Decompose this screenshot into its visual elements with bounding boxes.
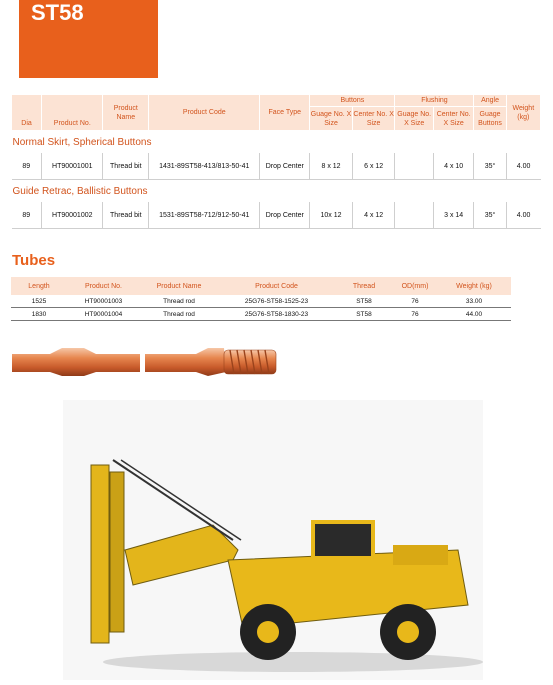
section-heading	[12, 131, 541, 154]
col-product-no: Product No.	[67, 277, 140, 295]
page-title: ST58	[31, 0, 84, 25]
cell-length: 1830	[11, 308, 67, 321]
cell-product-no: HT90001002	[42, 202, 103, 229]
cell-buttons-guage: 10x 12	[310, 202, 353, 229]
cell-product-name: Thread rod	[140, 295, 218, 308]
col-thread: Thread	[335, 277, 393, 295]
cell-product-code: 1531-89ST58-712/912-50-41	[149, 202, 260, 229]
col-product-name: Product Name	[103, 95, 149, 131]
cell-product-no: HT90001001	[42, 153, 103, 180]
group-buttons: Buttons	[310, 95, 395, 107]
spec-header-top	[12, 95, 541, 107]
col-flushing-guage: Guage No. X Size	[395, 107, 433, 131]
col-buttons-center: Center No. X Size	[352, 107, 395, 131]
cell-product-no: HT90001004	[67, 308, 140, 321]
cell-weight: 4.00	[506, 153, 540, 180]
col-product-no: Product No.	[42, 95, 103, 131]
cell-weight: 44.00	[437, 308, 511, 321]
col-flushing-center: Center No. X Size	[433, 107, 474, 131]
cell-flushing-guage	[395, 153, 433, 180]
group-angle: Angle	[474, 95, 506, 107]
cell-product-code: 1431-89ST58-413/813-50-41	[149, 153, 260, 180]
cell-angle: 35°	[474, 153, 506, 180]
drill-rig-image	[63, 400, 483, 680]
col-product-code: Product Code	[218, 277, 335, 295]
table-row	[11, 308, 511, 321]
col-dia: Dia	[12, 95, 42, 131]
col-od: OD(mm)	[393, 277, 437, 295]
cell-product-code: 25G76-ST58-1830-23	[218, 308, 335, 321]
col-weight: Weight (kg)	[506, 95, 540, 131]
cell-dia: 89	[12, 202, 42, 229]
thread-rod-image	[12, 342, 277, 382]
tubes-heading: Tubes	[12, 252, 56, 269]
cell-buttons-center: 6 x 12	[352, 153, 395, 180]
col-buttons-guage: Guage No. X Size	[310, 107, 353, 131]
cell-buttons-center: 4 x 12	[352, 202, 395, 229]
section-heading	[12, 180, 541, 203]
section-title: Guide Retrac, Ballistic Buttons	[12, 185, 148, 197]
cell-flushing-center: 4 x 10	[433, 153, 474, 180]
col-weight: Weight (kg)	[437, 277, 511, 295]
col-length: Length	[11, 277, 67, 295]
section-title: Normal Skirt, Spherical Buttons	[12, 136, 152, 148]
cell-buttons-guage: 8 x 12	[310, 153, 353, 180]
group-flushing: Flushing	[395, 95, 474, 107]
tubes-header-row	[11, 277, 511, 295]
cell-thread: ST58	[335, 295, 393, 308]
cell-flushing-center: 3 x 14	[433, 202, 474, 229]
cell-length: 1525	[11, 295, 67, 308]
tubes-table	[11, 277, 511, 321]
cell-face-type: Drop Center	[260, 153, 310, 180]
cell-dia: 89	[12, 153, 42, 180]
cell-weight: 4.00	[506, 202, 540, 229]
cell-product-code: 25G76-ST58-1525-23	[218, 295, 335, 308]
title-banner	[19, 0, 158, 78]
cell-flushing-guage	[395, 202, 433, 229]
cell-product-name: Thread bit	[103, 153, 149, 180]
cell-weight: 33.00	[437, 295, 511, 308]
cell-product-no: HT90001003	[67, 295, 140, 308]
col-product-code: Product Code	[149, 95, 260, 131]
cell-face-type: Drop Center	[260, 202, 310, 229]
col-face-type: Face Type	[260, 95, 310, 131]
col-angle-guage: Guage Buttons	[474, 107, 506, 131]
cell-product-name: Thread bit	[103, 202, 149, 229]
cell-od: 76	[393, 308, 437, 321]
table-row	[12, 153, 541, 180]
cell-od: 76	[393, 295, 437, 308]
cell-product-name: Thread rod	[140, 308, 218, 321]
table-row	[11, 295, 511, 308]
table-row	[12, 202, 541, 229]
cell-thread: ST58	[335, 308, 393, 321]
col-product-name: Product Name	[140, 277, 218, 295]
cell-angle: 35°	[474, 202, 506, 229]
bit-spec-table	[11, 94, 541, 229]
